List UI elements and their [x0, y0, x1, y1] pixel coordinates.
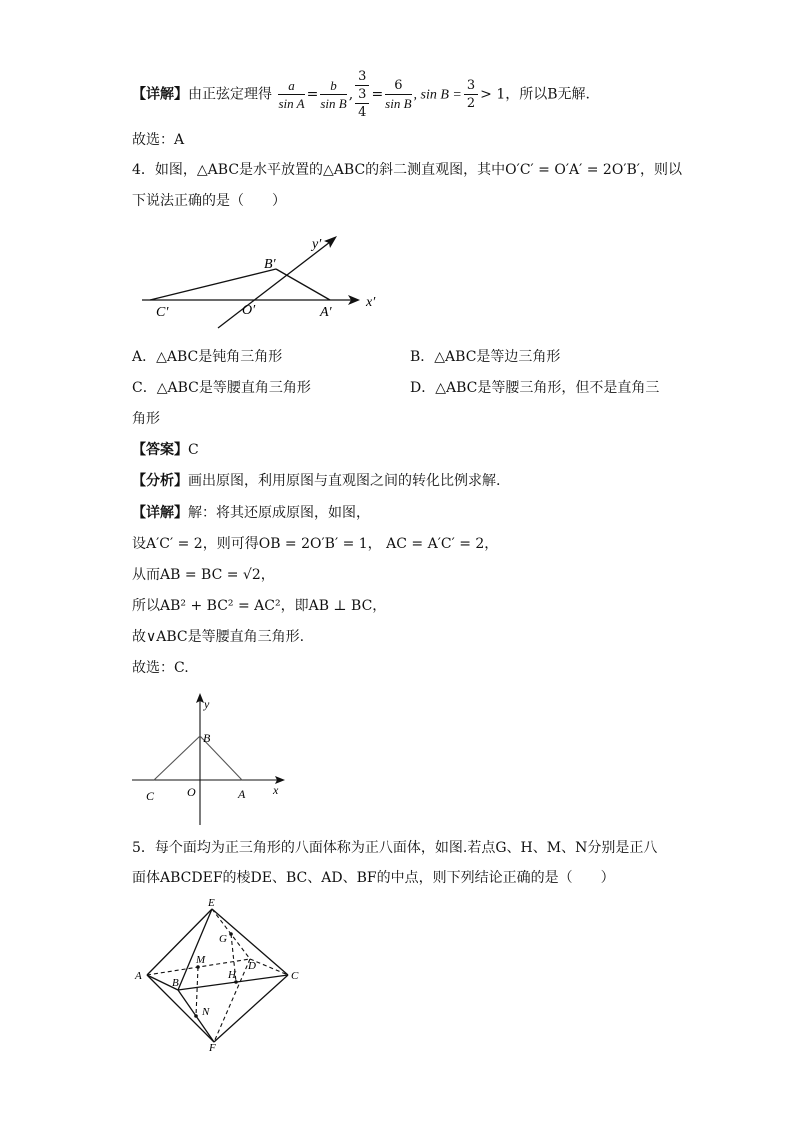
- q4-option-c[interactable]: C．△ABC是等腰直角三角形: [132, 380, 311, 396]
- label-C-prime: C′: [156, 305, 169, 320]
- fraction-3-over-3-4: $\frac{3}{\frac{3}{4}}$: [355, 68, 369, 121]
- figure-octahedron: [130, 895, 310, 1055]
- q4-step3: 所以AB² + BC² = AC²，即AB ⊥ BC，: [132, 598, 387, 614]
- fraction-a-sinA: $\frac{a}{\text{sin A}}$: [278, 78, 305, 111]
- q4-answer-line: 【答案】C: [132, 442, 199, 458]
- fraction-3-2: $\frac{3}{2}$: [464, 77, 478, 112]
- q4-detail-line: 【详解】解：将其还原成原图，如图，: [132, 505, 370, 521]
- label-A-prime: A′: [320, 305, 332, 320]
- q3-detail-line: 【详解】由正弦定理得 $\frac{a}{\text{sin A}}$ = $\frac{b}{\text{sin B}}$ , $\frac{3}{\frac{3}{4}}$ = $\frac{6}{\text{sin B}}$ , sin B = $\frac{3}{2}$ > 1，所以B无解.: [132, 69, 591, 120]
- label-y-prime: y′: [312, 237, 322, 252]
- q4-option-d[interactable]: D．△ABC是等腰三角形，但不是直角三: [410, 380, 660, 396]
- label-C: C: [146, 789, 155, 803]
- label-y: y: [204, 697, 210, 711]
- q3-text-pre: 由正弦定理得: [188, 86, 272, 103]
- label-D: D: [248, 960, 256, 972]
- q5-stem-line1: 5．每个面均为正三角形的八面体称为正八面体，如图.若点G、H、M、N分别是正八: [132, 840, 658, 856]
- q3-conclusion: ，所以B无解.: [505, 86, 591, 103]
- q4-choose: 故选：C.: [132, 660, 189, 676]
- detail-tag: 【详解】: [132, 86, 188, 103]
- q4-step4: 故∨ABC是等腰直角三角形.: [132, 629, 305, 645]
- figure-oblique-view: [130, 228, 390, 333]
- label-B-prime: B′: [264, 257, 276, 272]
- label-M: M: [196, 954, 206, 966]
- q4-option-b[interactable]: B．△ABC是等边三角形: [410, 349, 561, 365]
- label-C: C: [291, 970, 299, 982]
- label-G: G: [219, 933, 227, 945]
- fraction-6-sinB: $\frac{6}{\text{sin B}}$: [385, 78, 412, 111]
- label-F: F: [209, 1042, 216, 1054]
- q4-stem-line2: 下说法正确的是（ ）: [132, 193, 286, 209]
- q4-stem-line1: 4．如图，△ABC是水平放置的△ABC的斜二测直观图，其中O′C′ = O′A′ = 2O′B′，则以: [132, 162, 682, 178]
- label-O-prime: O′: [242, 303, 256, 318]
- fraction-b-sinB: $\frac{b}{\text{sin B}}$: [320, 78, 347, 111]
- q4-option-d-cont: 角形: [132, 411, 160, 427]
- label-O: O: [187, 785, 196, 799]
- label-x: x: [273, 783, 279, 797]
- label-x-prime: x′: [366, 295, 376, 310]
- label-B: B: [172, 977, 179, 989]
- label-H: H: [228, 969, 236, 981]
- figure-original: [130, 690, 290, 830]
- q4-step1: 设A′C′ = 2，则可得OB = 2O′B′ = 1， AC = A′C′ = 2，: [132, 536, 499, 552]
- q4-option-a[interactable]: A．△ABC是钝角三角形: [132, 349, 283, 365]
- q4-step2: 从而AB = BC = √2，: [132, 567, 275, 583]
- label-A: A: [135, 970, 142, 982]
- label-A: A: [238, 787, 246, 801]
- q5-stem-line2: 面体ABCDEF的棱DE、BC、AD、BF的中点，则下列结论正确的是（ ）: [132, 870, 615, 886]
- label-E: E: [208, 897, 215, 909]
- label-N: N: [202, 1006, 210, 1018]
- label-B: B: [203, 731, 211, 745]
- q3-answer: 故选：A: [132, 132, 185, 148]
- q4-analysis-line: 【分析】画出原图，利用原图与直观图之间的转化比例求解.: [132, 473, 501, 489]
